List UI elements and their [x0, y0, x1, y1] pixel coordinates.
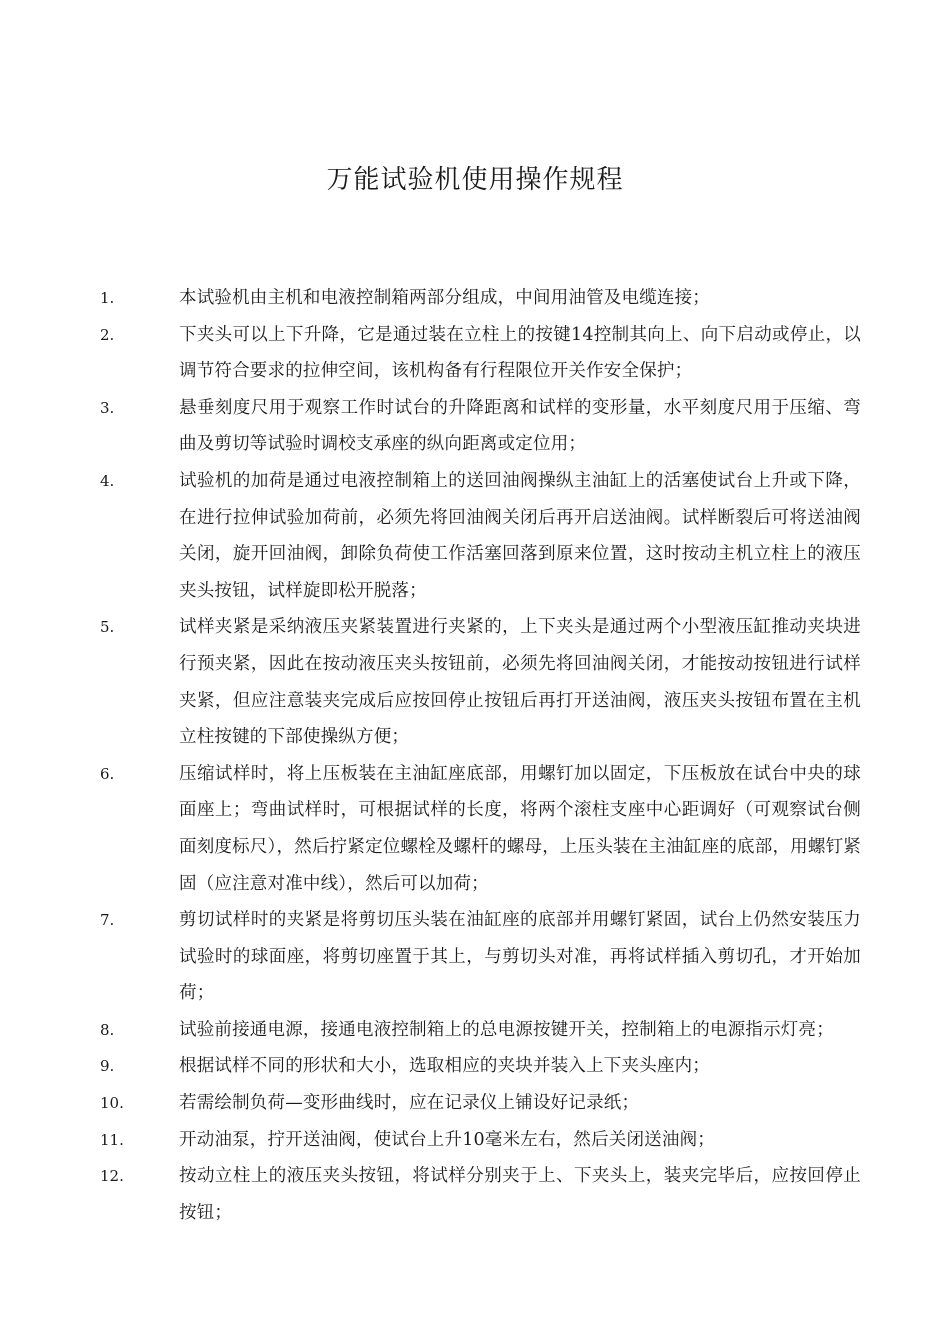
list-item — [0, 609, 950, 755]
list-item — [0, 1122, 950, 1159]
item-text: 试样夹紧是采纳液压夹紧装置进行夹紧的，上下夹头是通过两个小型液压缸推动夹块进行预夹紧，因此在按动液压夹头按钮前，必须先将回油阀关闭，才能按动按钮进行试样夹紧，但应注意装夹完成后应按回停止按钮后再打开送油阀，液压夹头按钮布置在主机立柱按键的下部使操纵方便； — [179, 617, 861, 748]
list-item — [0, 317, 950, 390]
item-text: 试验机的加荷是通过电液控制箱上的送回油阀操纵主油缸上的活塞使试台上升或下降，在进行拉伸试验加荷前，必须先将回油阀关闭后再开启送油阀。试样断裂后可将送油阀关闭，旋开回油阀，卸除负荷使工作活塞回落到原来位置，这时按动主机立柱上的液压夹头按钮，试样旋即松开脱落； — [179, 470, 861, 601]
item-text: 悬垂刻度尺用于观察工作时试台的升降距离和试样的变形量，水平刻度尺用于压缩、弯曲及剪切等试验时调校支承座的纵向距离或定位用； — [179, 397, 861, 455]
list-item — [0, 1085, 950, 1122]
item-number: 6. — [100, 764, 115, 783]
list-item — [0, 756, 950, 902]
item-number: 9. — [100, 1057, 115, 1076]
item-text: 根据试样不同的形状和大小，选取相应的夹块并装入上下夹头座内； — [179, 1056, 710, 1077]
list-item — [0, 463, 950, 609]
list-item — [0, 390, 950, 463]
item-number: 11. — [100, 1130, 124, 1149]
list-item — [0, 1048, 950, 1085]
item-text: 按动立柱上的液压夹头按钮，将试样分别夹于上、下夹头上，装夹完毕后，应按回停止按钮； — [179, 1166, 861, 1223]
item-number: 10. — [100, 1094, 124, 1113]
item-text: 剪切试样时的夹紧是将剪切压头装在油缸座的底部并用螺钉紧固，试台上仍然安装压力试验时的球面座，将剪切座置于其上，与剪切头对准，再将试样插入剪切孔，才开始加荷； — [179, 910, 861, 1004]
item-number: 5. — [100, 618, 115, 637]
item-text: 试验前接通电源，接通电液控制箱上的总电源按键开关，控制箱上的电源指示灯亮； — [179, 1019, 834, 1040]
item-number: 8. — [100, 1020, 115, 1039]
item-text: 若需绘制负荷—变形曲线时，应在记录仪上铺设好记录纸； — [179, 1093, 640, 1114]
item-number: 4. — [100, 471, 115, 490]
list-item — [0, 1012, 950, 1049]
item-number: 12. — [100, 1167, 124, 1186]
item-number: 7. — [100, 911, 115, 930]
list-item — [0, 902, 950, 1012]
item-number: 1. — [100, 289, 115, 307]
item-text: 开动油泵，拧开送油阀，使试台上升10毫米左右，然后关闭送油阀； — [179, 1129, 715, 1150]
list-item — [0, 280, 950, 317]
item-number: 2. — [100, 325, 115, 344]
item-text: 压缩试样时，将上压板装在主油缸座底部，用螺钉加以固定，下压板放在试台中央的球面座上；弯曲试样时，可根据试样的长度，将两个滚柱支座中心距调好（可观察试台侧面刻度标尺），然后拧紧定位螺栓及螺杆的螺母，上压头装在主油缸座的底部，用螺钉紧固（应注意对准中线），然后可以加荷； — [179, 763, 861, 894]
item-text: 本试验机由主机和电液控制箱两部分组成，中间用油管及电缆连接； — [179, 288, 710, 308]
item-text: 下夹头可以上下升降，它是通过装在立柱上的按键14控制其向上、向下启动或停止，以调节符合要求的拉伸空间，该机构备有行程限位开关作安全保护； — [179, 324, 861, 382]
item-number: 3. — [100, 398, 115, 417]
list-item — [0, 1158, 950, 1231]
page-title: 万能试验机使用操作规程 — [326, 165, 624, 195]
rules-list — [0, 280, 950, 1231]
